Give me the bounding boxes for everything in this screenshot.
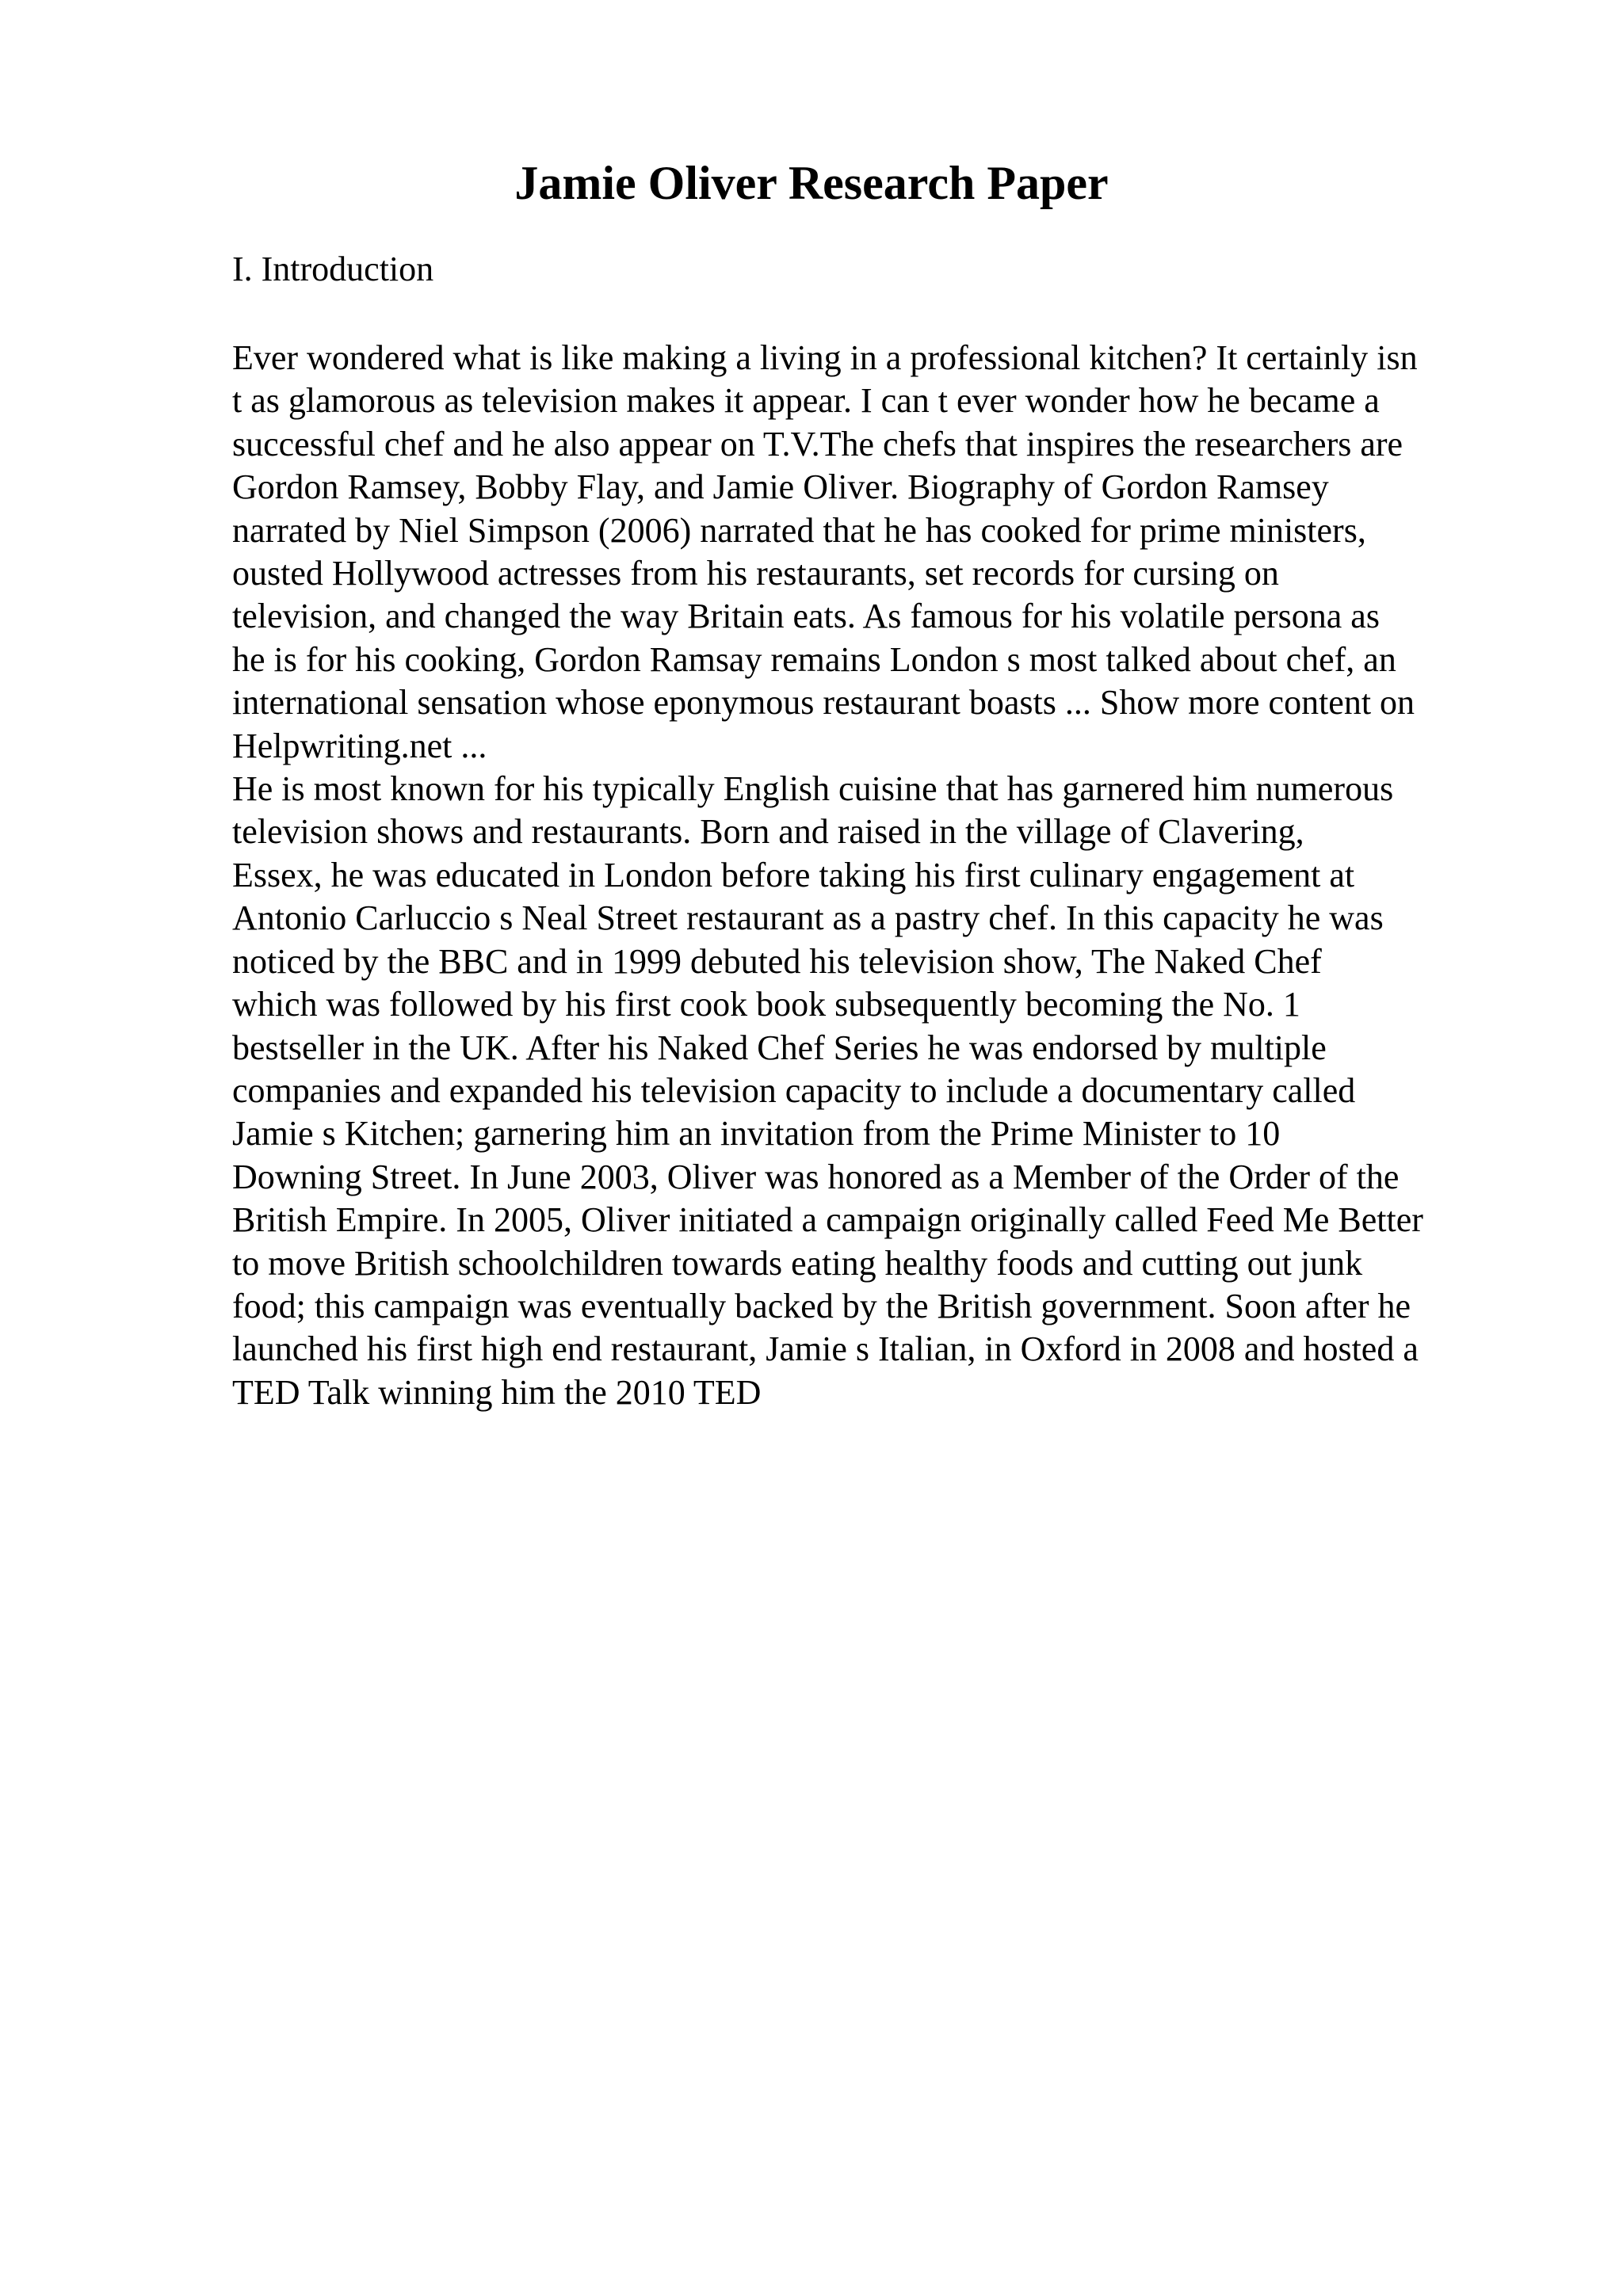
paragraph-line: noticed by the BBC and in 1999 debuted his television show, The Naked Chef xyxy=(232,941,1322,981)
paragraph-line: international sensation whose eponymous restaurant boasts ... Show more content on xyxy=(232,683,1415,723)
paragraph-line: Essex, he was educated in London before taking his first culinary engagement at xyxy=(232,855,1355,894)
paragraph-line: successful chef and he also appear on T.V.The chefs that inspires the researchers are xyxy=(232,424,1403,463)
paragraph-line: narrated by Niel Simpson (2006) narrated that he has cooked for prime ministers, xyxy=(232,510,1366,550)
document-title: Jamie Oliver Research Paper xyxy=(514,157,1109,209)
paragraph-line: bestseller in the UK. After his Naked Chef Series he was endorsed by multiple xyxy=(232,1028,1327,1067)
section-heading: I. Introduction xyxy=(232,250,434,288)
paragraph-line: television shows and restaurants. Born and raised in the village of Clavering, xyxy=(232,812,1304,852)
paragraph-line: He is most known for his typically English cuisine that has garnered him numerous xyxy=(232,769,1394,809)
paragraph-line: television, and changed the way Britain eats. As famous for his volatile persona as xyxy=(232,597,1380,636)
paragraph-line: launched his first high end restaurant, Jamie s Italian, in Oxford in 2008 and hosted a xyxy=(232,1329,1419,1369)
paragraph-1 xyxy=(232,337,1516,768)
paragraph-line: Helpwriting.net ... xyxy=(232,726,487,765)
paragraph-line: to move British schoolchildren towards eating healthy foods and cutting out junk xyxy=(232,1243,1363,1283)
paragraph-line: t as glamorous as television makes it appear. I can t ever wonder how he became a xyxy=(232,381,1380,421)
paragraph-line: British Empire. In 2005, Oliver initiated a campaign originally called Feed Me Better xyxy=(232,1200,1423,1240)
paragraph-line: food; this campaign was eventually backed by the British government. Soon after he xyxy=(232,1286,1411,1325)
paragraph-line: Ever wondered what is like making a living in a professional kitchen? It certainly isn xyxy=(232,338,1418,377)
paragraph-line: Antonio Carluccio s Neal Street restaurant as a pastry chef. In this capacity he was xyxy=(232,898,1384,938)
paragraph-line: which was followed by his first cook book subsequently becoming the No. 1 xyxy=(232,985,1300,1024)
paragraph-line: Downing Street. In June 2003, Oliver was honored as a Member of the Order of the xyxy=(232,1157,1400,1196)
paragraph-line: TED Talk winning him the 2010 TED xyxy=(232,1372,762,1412)
paragraph-2 xyxy=(232,768,1516,1414)
paragraph-line: ousted Hollywood actresses from his restaurants, set records for cursing on xyxy=(232,554,1279,593)
body-text xyxy=(232,337,1516,1414)
paragraph-line: he is for his cooking, Gordon Ramsay remains London s most talked about chef, an xyxy=(232,639,1396,679)
paragraph-line: Gordon Ramsey, Bobby Flay, and Jamie Oliver. Biography of Gordon Ramsey xyxy=(232,467,1329,507)
paragraph-line: Jamie s Kitchen; garnering him an invitation from the Prime Minister to 10 xyxy=(232,1114,1281,1154)
paragraph-line: companies and expanded his television capacity to include a documentary called xyxy=(232,1070,1356,1110)
